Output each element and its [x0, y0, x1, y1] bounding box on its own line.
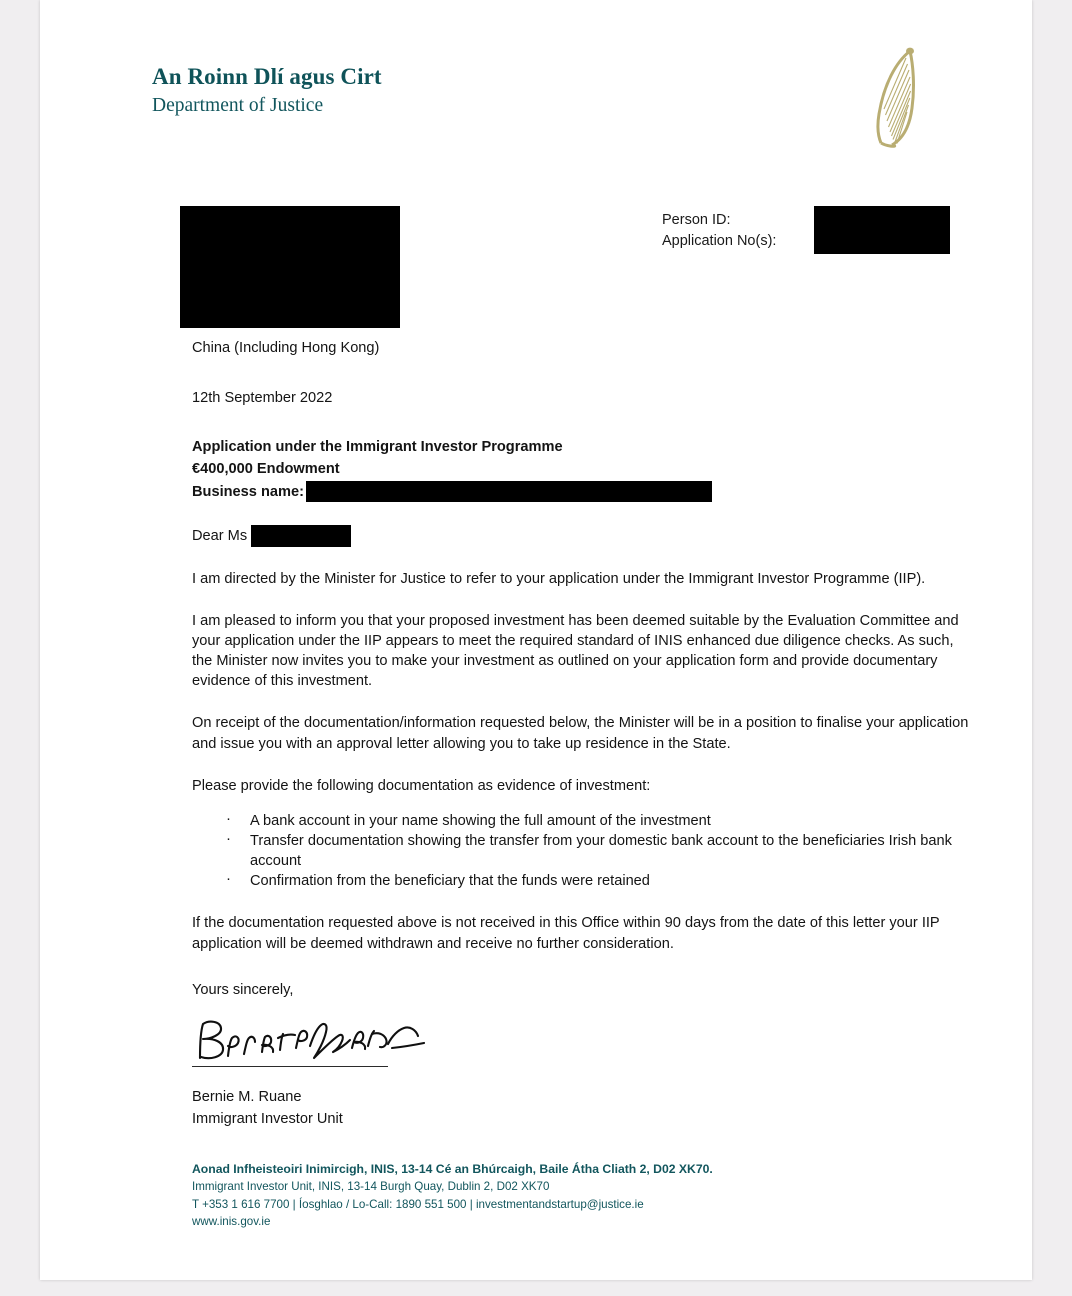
redacted-person-id-value	[814, 206, 950, 254]
paragraph-1: I am directed by the Minister for Justice to refer to your application under the Immigrant Investor Programme (IIP).	[192, 570, 926, 587]
letter-footer	[192, 1160, 992, 1230]
salutation-text: Dear Ms	[192, 527, 248, 544]
signatory-name: Bernie M. Ruane	[192, 1088, 302, 1105]
signature-block	[192, 1014, 452, 1080]
subject-line-2: €400,000 Endowment	[192, 461, 340, 478]
subject-block	[192, 436, 976, 503]
application-meta	[662, 210, 776, 252]
required-documents-list	[192, 812, 976, 892]
letter-body	[192, 338, 976, 1129]
footer-website[interactable]: www.inis.gov.ie	[192, 1215, 271, 1229]
signatory-unit: Immigrant Investor Unit	[192, 1110, 343, 1127]
paragraph-5: If the documentation requested above is not received in this Office within 90 days from the date of this letter your IIP application will be deemed withdrawn and receive no further consideration.	[192, 915, 940, 952]
closing-text: Yours sincerely,	[192, 981, 294, 998]
letter-date: 12th September 2022	[192, 390, 333, 407]
salutation	[192, 525, 976, 547]
subject-line-1: Application under the Immigrant Investor Programme	[192, 439, 563, 456]
footer-address-irish: Aonad Infheisteoiri Inimircigh, INIS, 13-14 Cé an Bhúrcaigh, Baile Átha Cliath 2, D02 XK70.	[192, 1162, 713, 1176]
list-item: · Confirmation from the beneficiary that the funds were retained	[226, 872, 976, 891]
paragraph-2: I am pleased to inform you that your proposed investment has been deemed suitable by the Evaluation Committee and your application under the IIP appears to meet the required standard of INIS enhanced due diligence checks. As such, the Minister now invites you to make your investment as outlined on your application form and provide documentary evidence of this investment.	[192, 612, 959, 690]
application-no-label: Application No(s):	[662, 233, 777, 250]
list-item: · Transfer documentation showing the transfer from your domestic bank account to the beneficiaries Irish bank account	[226, 832, 976, 871]
paragraph-4: Please provide the following documentation as evidence of investment:	[192, 777, 651, 794]
harp-emblem-icon	[866, 46, 920, 150]
redacted-business-name	[306, 481, 712, 502]
redacted-recipient-name	[251, 525, 351, 547]
business-name-label: Business name:	[192, 483, 304, 500]
person-id-label: Person ID:	[662, 212, 731, 228]
footer-address-english: Immigrant Investor Unit, INIS, 13-14 Burgh Quay, Dublin 2, D02 XK70	[192, 1180, 550, 1194]
paragraph-3: On receipt of the documentation/information requested below, the Minister will be in a position to finalise your application and issue you with an approval letter allowing you to take up residence in the State.	[192, 715, 969, 752]
letter-page	[40, 0, 1032, 1280]
redacted-addressee-block	[180, 206, 400, 328]
addressee-country: China (Including Hong Kong)	[192, 340, 380, 356]
handwritten-signature-icon	[192, 1014, 432, 1070]
letterhead	[152, 64, 382, 119]
list-item: · A bank account in your name showing the full amount of the investment	[226, 812, 976, 831]
department-name-english: Department of Justice	[152, 95, 324, 117]
department-name-irish: An Roinn Dlí agus Cirt	[152, 64, 382, 89]
footer-contact: T +353 1 616 7700 | Íosghlao / Lo-Call: 1890 551 500 | investmentandstartup@justice.ie	[192, 1197, 644, 1211]
signature-rule	[192, 1066, 388, 1067]
